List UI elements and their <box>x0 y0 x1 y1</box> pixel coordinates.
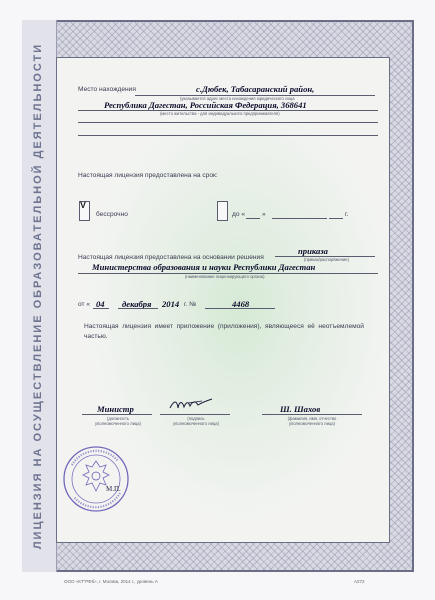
place-label: Место нахождения <box>78 86 136 93</box>
place-line4-rule <box>78 135 378 136</box>
date-year: 2014 <box>162 299 180 309</box>
basis-label: Настоящая лицензия предоставлена на основании решения <box>78 254 264 261</box>
signer-name-caption: (фамилия, имя, отчество уполномоченного лица) <box>287 416 337 426</box>
term-label: Настоящая лицензия предоставлена на срок: <box>78 172 218 179</box>
stamp-place-label: М.П. <box>106 485 121 493</box>
until-suffix: » <box>262 211 266 218</box>
until-year-rule <box>329 218 343 219</box>
until-prefix: до « <box>232 211 246 218</box>
signer-position-rule <box>82 414 152 415</box>
footer-printer: ООО «КТ"РФб», г. Москва, 2014 г., уровень А <box>64 579 158 584</box>
signer-position: Министр <box>97 404 134 414</box>
sign-rule <box>160 414 230 415</box>
until-month-rule <box>272 218 327 219</box>
authority-value: Министерства образования и науки Республики Дагестан <box>92 262 316 272</box>
signer-name-rule <box>262 414 362 415</box>
side-title: ЛИЦЕНЗИЯ НА ОСУЩЕСТВЛЕНИЕ ОБРАЗОВАТЕЛЬНОЙ ДЕЯТЕЛЬНОСТИ <box>32 42 44 550</box>
place-line1-caption: (указывается адрес места нахождения юридического лица <box>180 96 295 101</box>
appendix-text: Настоящая лицензия имеет приложение (приложения), являющееся её неотъемлемой частью. <box>84 323 364 340</box>
place-line3-rule <box>78 122 378 123</box>
date-prefix: от « <box>78 301 91 308</box>
place-line2-value: Республика Дагестан, Российская Федерация, 368641 <box>104 100 307 110</box>
date-month-rule <box>118 308 158 309</box>
date-day: 04 <box>96 299 105 309</box>
unlimited-label: бессрочно <box>96 211 128 218</box>
decision-number: 4468 <box>232 299 250 309</box>
date-month: декабря <box>122 299 152 309</box>
authority-caption: (наименование лицензирующего органа) <box>185 274 265 279</box>
sign-caption: (подпись уполномоченного лица) <box>172 416 220 426</box>
place-line1-value: с.Дюбек, Табасаранский район, <box>196 84 315 94</box>
place-line2-caption: (место жительства - для индивидуального предпринимателя) <box>160 111 280 116</box>
decision-number-rule <box>205 308 275 309</box>
signer-name: Ш. Шахов <box>280 404 321 414</box>
until-day-rule <box>246 218 260 219</box>
decision-type: приказа <box>298 246 328 256</box>
handwritten-signature <box>168 394 214 414</box>
until-year-suffix: г. <box>345 211 349 218</box>
date-year-suffix: г. № <box>184 301 197 308</box>
footer-code: А272 <box>354 579 365 584</box>
official-seal-icon <box>62 445 130 513</box>
unlimited-check-mark: V <box>80 200 87 210</box>
signer-position-caption: (должность уполномоченного лица) <box>94 416 142 426</box>
decision-type-caption: (приказ/распоряжение) <box>304 257 350 262</box>
until-checkbox <box>217 201 228 221</box>
date-day-rule <box>93 308 109 309</box>
